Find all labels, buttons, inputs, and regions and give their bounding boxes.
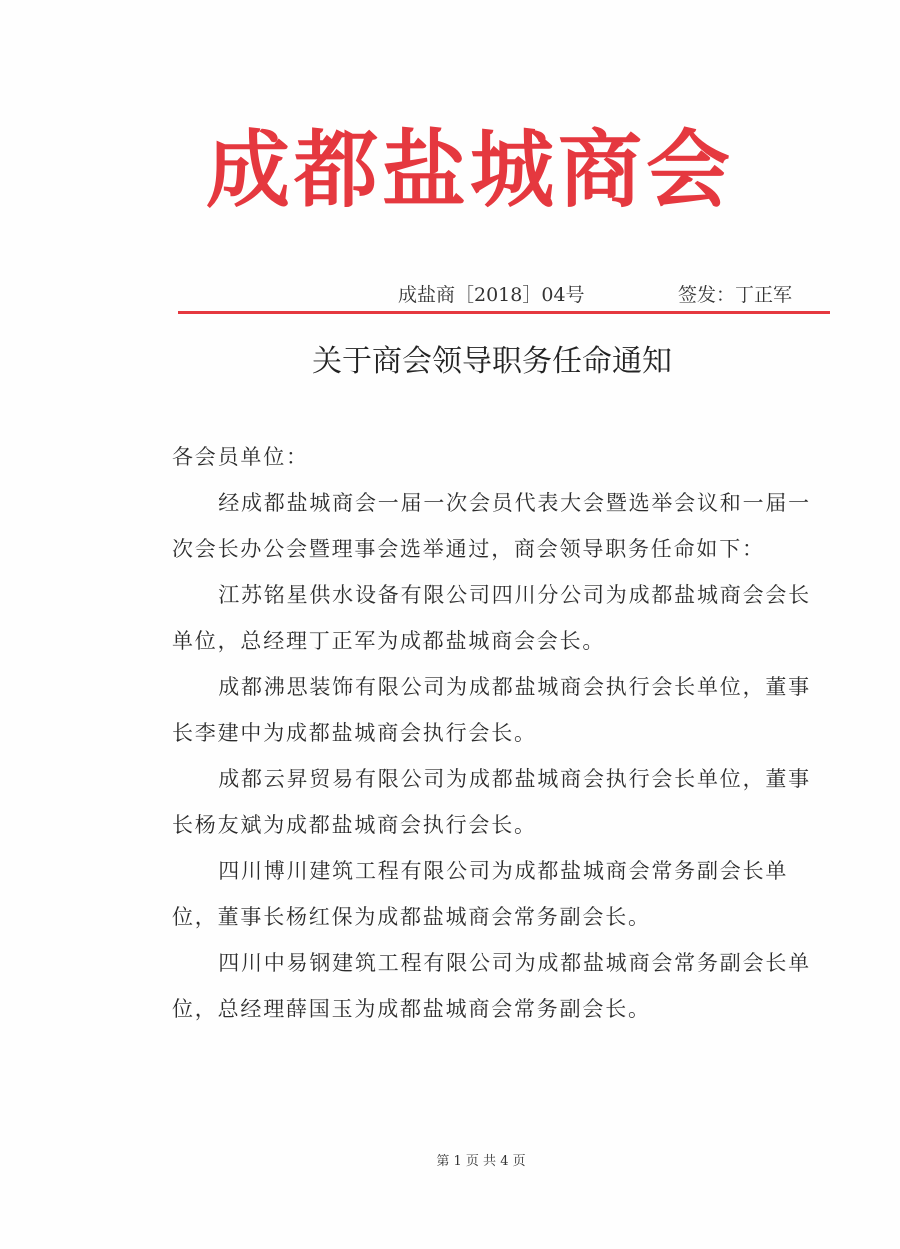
paragraph: 四川博川建筑工程有限公司为成都盐城商会常务副会长单位，董事长杨红保为成都盐城商会常务副会长。 [172,859,789,929]
salutation: 各会员单位： [172,445,309,469]
signer: 签发：丁正军 [678,284,793,306]
notice-title: 关于商会领导职务任命通知 [312,344,672,379]
paragraph: 江苏铭星供水设备有限公司四川分公司为成都盐城商会会长单位，总经理丁正军为成都盐城商会会长。 [172,583,811,653]
document-number: 成盐商［2018］04号 [398,284,585,306]
organization-title: 成都盐城商会 [205,121,734,219]
paragraph: 成都云昇贸易有限公司为成都盐城商会执行会长单位，董事长杨友斌为成都盐城商会执行会长。 [172,767,811,837]
page-indicator: 第 1 页 共 4 页 [436,1154,526,1169]
paragraph: 四川中易钢建筑工程有限公司为成都盐城商会常务副会长单位，总经理薛国玉为成都盐城商会常务副会长。 [172,951,811,1021]
red-divider [178,311,830,314]
paragraph: 经成都盐城商会一届一次会员代表大会暨选举会议和一届一次会长办公会暨理事会选举通过，商会领导职务任命如下： [172,491,811,561]
paragraph: 成都沸思装饰有限公司为成都盐城商会执行会长单位，董事长李建中为成都盐城商会执行会长。 [172,675,811,745]
notice-body [172,434,820,1032]
